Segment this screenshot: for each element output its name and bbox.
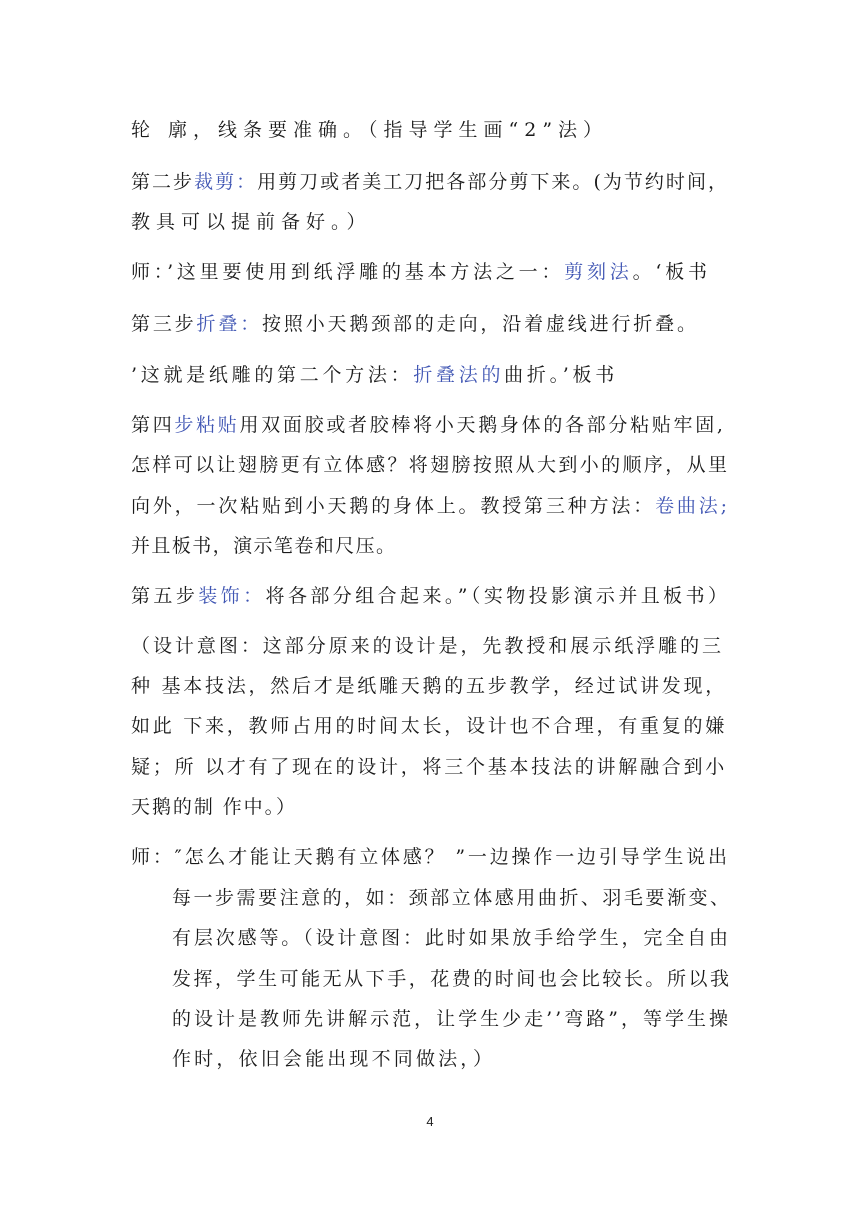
text-line [172, 1047, 495, 1071]
text-line [131, 845, 730, 869]
text-span: 向外，一次粘贴到小天鹅的身体上。教授第三种方法： [131, 495, 656, 517]
text-span: 天鹅的制 作中。） [131, 796, 297, 818]
text-line [172, 926, 731, 950]
text-span: 。‘板书 [632, 261, 711, 283]
text-line [131, 312, 699, 336]
text-span: 按照小天鹅颈部的走向，沿着虚线进行折叠。 [262, 313, 699, 335]
text-span: 有层次感等。（设计意图：此时如果放手给学生，完全自由 [172, 927, 731, 949]
text-line [172, 1007, 731, 1031]
text-line [131, 634, 724, 658]
text-span: 作时，依旧会能出现不同做法，） [172, 1048, 496, 1070]
text-span: （设计意图：这部分原来的设计是，先教授和展示纸浮雕的三 [131, 635, 725, 657]
keyword-highlight: 裁剪： [194, 171, 258, 193]
text-line [131, 118, 608, 142]
keyword-highlight: 折叠： [196, 313, 263, 335]
text-line [131, 453, 729, 477]
keyword-highlight: 装饰： [198, 585, 266, 607]
text-span: 用剪刀或者美工刀把各部分剪下来。(为节约时间， [257, 171, 729, 193]
text-line [131, 755, 727, 779]
keyword-highlight: 剪刻法 [564, 261, 633, 283]
text-span: 怎样可以让翅膀更有立体感？将翅膀按照从大到小的顺序，从里 [131, 454, 730, 476]
text-span: 如此 下来，教师占用的时间太长，设计也不合理，有重复的嫌 [131, 715, 727, 737]
text-line [131, 210, 372, 234]
text-span: 师：″怎么才能让天鹅有立体感？ ”一边操作一边引导学生说出 [131, 846, 730, 868]
keyword-highlight: 折叠法的 [413, 364, 505, 386]
text-line [131, 260, 711, 284]
text-line [172, 967, 732, 991]
text-span: ’这就是纸雕的第二个方法： [131, 364, 414, 386]
text-span: 第五步 [131, 585, 199, 607]
text-line [131, 494, 730, 518]
text-span: 的设计是教师先讲解示范，让学生少走’’弯路”，等学生操 [172, 1008, 732, 1030]
text-span: 将各部分组合起来。”（实物投影演示并且板书） [265, 585, 731, 607]
text-span: 种 基本技法，然后才是纸雕天鹅的五步教学，经过试讲发现， [131, 675, 727, 697]
text-line [172, 886, 732, 910]
text-span: 疑；所 以才有了现在的设计，将三个基本技法的讲解融合到小 [131, 756, 727, 778]
page-number: 4 [426, 1114, 434, 1129]
text-line [131, 534, 396, 558]
text-line [131, 363, 618, 387]
keyword-highlight: 卷曲法; [655, 495, 730, 517]
text-span: 第三步 [131, 313, 197, 335]
text-line [131, 170, 729, 194]
text-span: 曲折。’板书 [504, 364, 618, 386]
text-span: 并且板书，演示笔卷和尺压。 [131, 535, 397, 557]
text-line [131, 795, 297, 819]
text-span: 用双面胶或者胶棒将小天鹅身体的各部分粘贴牢固, [239, 414, 726, 436]
text-span: 每一步需要注意的，如：颈部立体感用曲折、羽毛要渐变、 [172, 887, 732, 909]
text-span: 师：’这里要使用到纸浮雕的基本方法之一： [131, 261, 565, 283]
text-span: 轮 廓，线条要准确。（指导学生画“2”法） [131, 119, 609, 141]
text-line [131, 674, 727, 698]
text-span: 教具可以提前备好。） [131, 211, 372, 233]
text-line [131, 714, 727, 738]
keyword-highlight: 步粘贴 [174, 414, 240, 436]
text-line [131, 413, 726, 437]
text-line [131, 584, 730, 608]
text-span: 第四 [131, 414, 175, 436]
text-span: 第二步 [131, 171, 195, 193]
text-span: 发挥，学生可能无从下手，花费的时间也会比较长。所以我 [172, 968, 732, 990]
